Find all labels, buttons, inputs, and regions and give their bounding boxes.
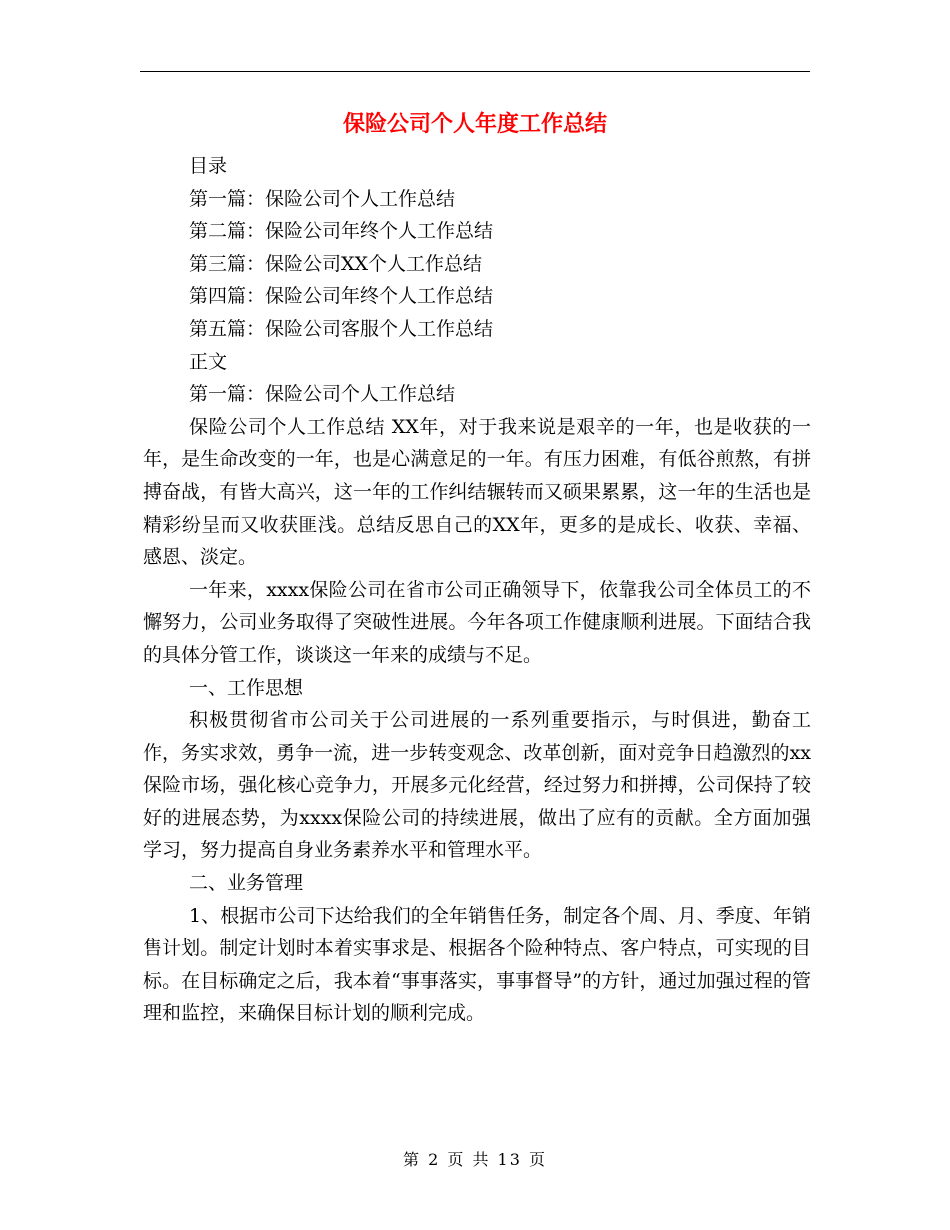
paragraph: 保险公司个人工作总结 XX年，对于我来说是艰辛的一年，也是收获的一年，是生命改变的一年，也是心满意足的一年。有压力困难，有低谷煎熬，有拼搏奋战，有皆大高兴，这一年的工作纠结辗转而又硕果累累，这一年的生活也是精彩纷呈而又收获匪浅。总结反思自己的XX年，更多的是成长、收获、幸福、感恩、淡定。	[143, 415, 811, 569]
toc-item: 第四篇：保险公司年终个人工作总结	[189, 285, 494, 308]
page-footer: 第 2 页 共 13 页	[403, 1150, 547, 1169]
toc-item: 第三篇：保险公司XX个人工作总结	[189, 252, 483, 275]
toc-item: 第二篇：保险公司年终个人工作总结	[189, 220, 494, 243]
document-title: 保险公司个人年度工作总结	[342, 111, 607, 137]
paragraph: 1、根据市公司下达给我们的全年销售任务，制定各个周、月、季度、年销售计划。制定计划时本着实事求是、根据各个险种特点、客户特点，可实现的目标。在目标确定之后，我本着“事事落实，事事督导”的方针，通过加强过程的管理和监控，来确保目标计划的顺利完成。	[143, 904, 811, 1025]
paragraph: 积极贯彻省市公司关于公司进展的一系列重要指示，与时俱进，勤奋工作，务实求效，勇争一流，进一步转变观念、改革创新，面对竞争日趋激烈的xx保险市场，强化核心竞争力，开展多元化经营，经过努力和拼搏，公司保持了较好的进展态势，为xxxx保险公司的持续进展，做出了应有的贡献。全方面加强学习，努力提高自身业务素养水平和管理水平。	[143, 709, 811, 862]
toc-heading: 目录	[189, 155, 228, 177]
header-rule	[140, 71, 810, 72]
document-body	[143, 150, 811, 1030]
section-heading: 二、业务管理	[189, 872, 304, 895]
body-heading: 正文	[189, 350, 228, 373]
paragraph: 一年来，xxxx保险公司在省市公司正确领导下，依靠我公司全体员工的不懈努力，公司业务取得了突破性进展。今年各项工作健康顺利进展。下面结合我的具体分管工作，谈谈这一年来的成绩与不足。	[143, 578, 811, 666]
chapter-title: 第一篇：保险公司个人工作总结	[189, 383, 456, 406]
toc-item: 第一篇：保险公司个人工作总结	[189, 187, 456, 210]
toc-item: 第五篇：保险公司客服个人工作总结	[189, 317, 494, 340]
section-heading: 一、工作思想	[189, 676, 304, 699]
